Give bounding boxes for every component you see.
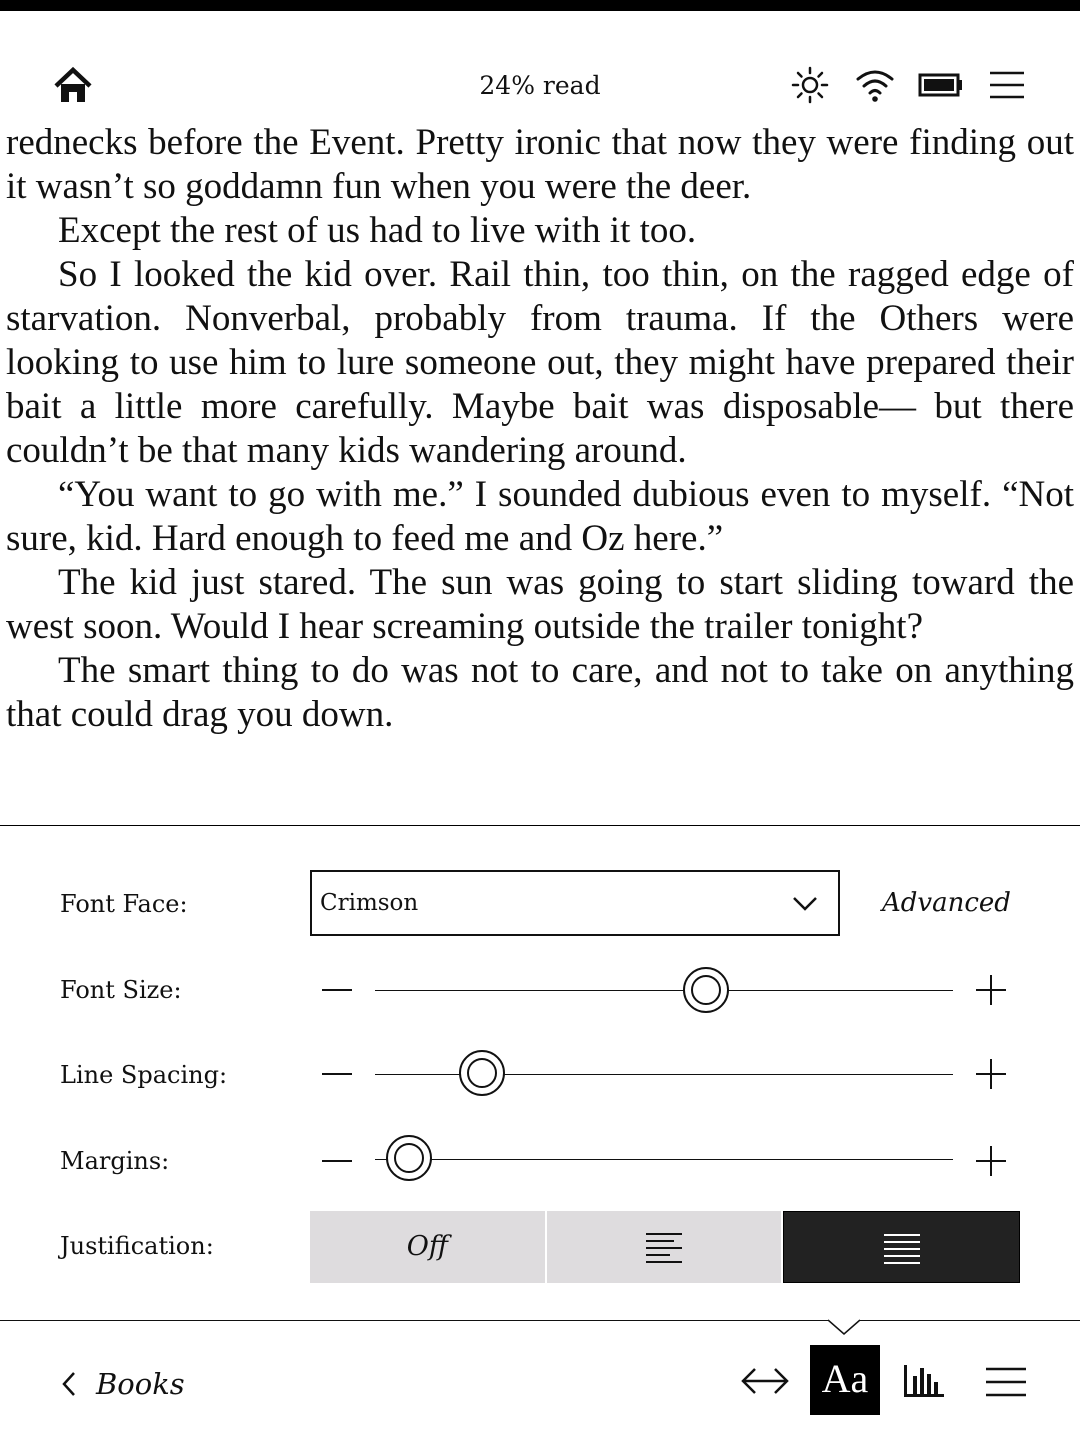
justification-segmented-control bbox=[310, 1211, 1020, 1283]
font-size-decrease-button[interactable] bbox=[322, 989, 352, 991]
line-spacing-label: Line Spacing: bbox=[60, 1061, 228, 1089]
paragraph: Except the rest of us had to live with it too. bbox=[58, 210, 697, 251]
font-settings-panel bbox=[0, 826, 1080, 1320]
page-turn-arrows-icon[interactable] bbox=[740, 1364, 790, 1398]
font-size-slider-thumb[interactable] bbox=[683, 967, 729, 1013]
paragraph: “You want to go with me.” I sounded dubious even to myself. “Not sure, kid. Hard enough to feed me and Oz here.” bbox=[6, 474, 1074, 559]
line-spacing-increase-button[interactable] bbox=[976, 1059, 1006, 1089]
font-face-label: Font Face: bbox=[60, 890, 188, 918]
justification-off-label: Off bbox=[406, 1231, 448, 1262]
chevron-down-icon bbox=[792, 896, 818, 912]
chevron-left-icon bbox=[60, 1370, 78, 1398]
justification-off-button[interactable] bbox=[310, 1211, 545, 1283]
back-to-books-button[interactable] bbox=[60, 1364, 185, 1404]
font-size-increase-button[interactable] bbox=[976, 975, 1006, 1005]
align-justify-icon bbox=[882, 1232, 922, 1264]
back-label: Books bbox=[96, 1367, 185, 1401]
reading-stats-icon[interactable] bbox=[902, 1362, 946, 1398]
font-size-slider-track[interactable] bbox=[375, 990, 953, 991]
advanced-link[interactable]: Advanced bbox=[882, 888, 1011, 918]
justification-left-button[interactable] bbox=[547, 1211, 782, 1283]
reading-pane[interactable] bbox=[0, 100, 1080, 825]
font-size-label: Font Size: bbox=[60, 976, 182, 1004]
margins-slider-thumb[interactable] bbox=[386, 1135, 432, 1181]
paragraph: The smart thing to do was not to care, and not to take on anything that could drag you down. bbox=[6, 650, 1074, 735]
top-edge-bar bbox=[0, 0, 1080, 11]
font-face-value: Crimson bbox=[320, 890, 419, 916]
menu-icon[interactable] bbox=[988, 65, 1026, 105]
justification-full-button[interactable] bbox=[783, 1211, 1020, 1283]
wifi-icon[interactable] bbox=[855, 65, 895, 105]
justification-label: Justification: bbox=[60, 1232, 214, 1260]
bottom-toolbar bbox=[0, 1320, 1080, 1440]
line-spacing-decrease-button[interactable] bbox=[322, 1073, 352, 1075]
margins-slider-track[interactable] bbox=[375, 1159, 953, 1160]
line-spacing-slider-thumb[interactable] bbox=[459, 1050, 505, 1096]
font-settings-button[interactable]: Aa bbox=[810, 1345, 880, 1415]
font-face-dropdown[interactable] bbox=[310, 870, 840, 936]
margins-label: Margins: bbox=[60, 1147, 170, 1175]
paragraph: rednecks before the Event. Pretty ironic that now they were finding out it wasn’t so goddamn fun when you were the deer. bbox=[6, 122, 1074, 207]
toolbar-divider bbox=[0, 1320, 1080, 1321]
paragraph: So I looked the kid over. Rail thin, too thin, on the ragged edge of starvation. Nonverbal, probably from trauma. If the Others were looking to use him to lure someone out, they might have prepared their bait a little more carefully. Maybe bait was disposable— but there couldn’t be that many kids wandering around. bbox=[6, 254, 1074, 471]
paragraph: The kid just stared. The sun was going to start sliding toward the west soon. Would I hear screaming outside the trailer tonight? bbox=[6, 562, 1074, 647]
margins-decrease-button[interactable] bbox=[322, 1160, 352, 1162]
reading-progress: 24% read bbox=[479, 71, 601, 100]
align-left-icon bbox=[644, 1231, 684, 1263]
brightness-icon[interactable] bbox=[790, 65, 830, 105]
panel-pointer-icon bbox=[828, 1319, 860, 1335]
battery-icon bbox=[918, 65, 964, 105]
reader-menu-icon[interactable] bbox=[986, 1366, 1026, 1398]
margins-increase-button[interactable] bbox=[976, 1146, 1006, 1176]
